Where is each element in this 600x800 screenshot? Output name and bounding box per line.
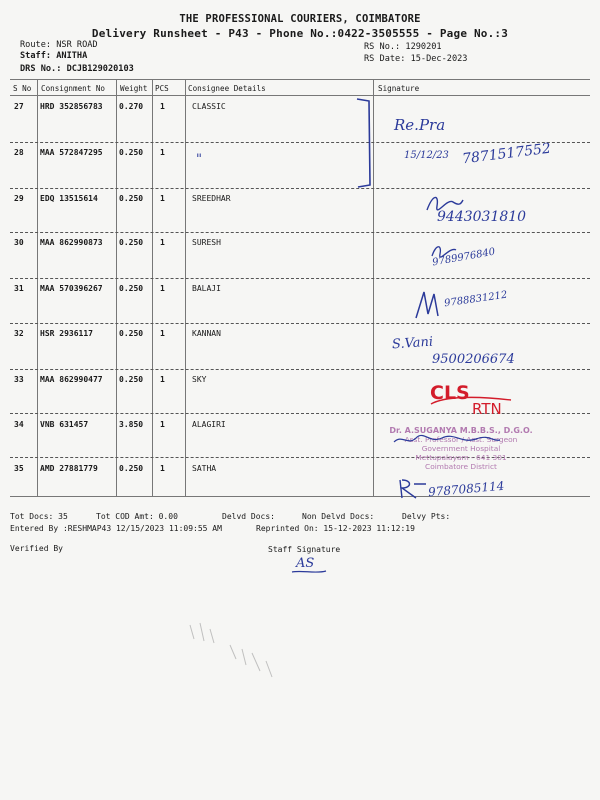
- row-pcs: 1: [160, 284, 165, 293]
- verified-by: Verified By: [10, 544, 63, 553]
- row-divider: [10, 142, 590, 143]
- row-weight: 0.250: [119, 329, 144, 338]
- signature-scribble: [396, 476, 430, 502]
- row-pcs: 1: [160, 375, 165, 384]
- row-weight: 0.250: [119, 284, 144, 293]
- row-weight: 0.250: [119, 464, 144, 473]
- delivered-docs: Delvd Docs:: [222, 512, 275, 521]
- col-header-consignment: Consignment No: [41, 84, 106, 93]
- row-consignment: MAA 862990873: [40, 238, 103, 247]
- row-consignee: KANNAN: [192, 329, 221, 338]
- signature-scribble: [392, 432, 502, 448]
- row-divider: [10, 323, 590, 324]
- handwritten-phone: 9500206674: [432, 352, 515, 367]
- staff-initials: AS: [296, 556, 315, 571]
- handwritten-phone: 9443031810: [437, 209, 527, 225]
- handwritten-date: 15/12/23: [404, 150, 449, 161]
- row-consignee: SURESH: [192, 238, 221, 247]
- table-bottom-rule: [10, 496, 590, 497]
- stamp-line: Government Hospital: [421, 444, 501, 453]
- stamp-line: Asst. Professor / Asst. Surgeon: [404, 435, 518, 444]
- row-weight: 0.270: [119, 102, 144, 111]
- handwritten-name: S.Vani: [391, 334, 434, 353]
- row-consignee: SKY: [192, 375, 207, 384]
- row-weight: 3.850: [119, 420, 144, 429]
- row-pcs: 1: [160, 464, 165, 473]
- route-label: Route: NSR ROAD: [20, 40, 98, 50]
- handwritten-signature: Re.Pra: [394, 116, 446, 134]
- row-divider: [10, 278, 590, 279]
- staff-signature-label: Staff Signature: [268, 545, 341, 554]
- row-pcs: 1: [160, 194, 165, 203]
- runsheet-subtitle: Delivery Runsheet - P43 - Phone No.:0422-3505555 - Page No.:3: [91, 27, 509, 40]
- row-sno: 34: [14, 420, 24, 429]
- col-header-weight: Weight: [120, 84, 148, 93]
- table-top-rule: [10, 79, 590, 80]
- row-pcs: 1: [160, 102, 165, 111]
- row-consignee: ALAGIRI: [192, 420, 226, 429]
- handwritten-phone: 9789976840: [431, 246, 497, 269]
- staff-label: Staff: ANITHA: [20, 51, 88, 61]
- row-weight: 0.250: [119, 194, 144, 203]
- row-consignment: HSR 2936117: [40, 329, 93, 338]
- row-weight: 0.250: [119, 375, 144, 384]
- table-header-rule: [10, 95, 590, 96]
- row-weight: 0.250: [119, 238, 144, 247]
- row-consignment: EDQ 13515614: [40, 194, 98, 203]
- row-divider: [10, 232, 590, 233]
- col-header-signature: Signature: [378, 84, 420, 93]
- row-consignee: CLASSIC: [192, 102, 226, 111]
- signature-scribble: [412, 288, 446, 324]
- handwritten-phone: 7871517552: [461, 140, 552, 168]
- row-divider: [10, 369, 590, 370]
- row-weight: 0.250: [119, 148, 144, 157]
- delivery-points: Delvy Pts:: [402, 512, 451, 521]
- col-header-pcs: PCS: [155, 84, 169, 93]
- faint-bleedthrough-marks: [180, 615, 290, 695]
- row-pcs: 1: [160, 238, 165, 247]
- ditto-mark: ": [196, 152, 202, 167]
- row-consignment: HRD 352856783: [40, 102, 103, 111]
- drs-number: DRS No.: DCJB129020103: [20, 64, 134, 74]
- cls-mark: CLS: [430, 382, 470, 404]
- entered-by: Entered By :RESHMAP43 12/15/2023 11:09:55 AM: [10, 524, 222, 533]
- company-title: THE PROFESSIONAL COURIERS, COIMBATORE: [179, 13, 421, 25]
- row-sno: 33: [14, 375, 24, 384]
- ink-bracket-mark: [355, 95, 375, 195]
- col-header-consignee: Consignee Details: [188, 84, 266, 93]
- total-cod: Tot COD Amt: 0.00: [96, 512, 178, 521]
- row-consignment: MAA 862990477: [40, 375, 103, 384]
- row-sno: 28: [14, 148, 24, 157]
- stamp-line: Dr. A.SUGANYA M.B.B.S., D.G.O.: [389, 426, 533, 435]
- row-divider: [10, 188, 590, 189]
- row-pcs: 1: [160, 329, 165, 338]
- total-docs: Tot Docs: 35: [10, 512, 68, 521]
- handwritten-phone: 9788831212: [443, 289, 509, 310]
- reprinted-on: Reprinted On: 15-12-2023 11:12:19: [256, 524, 415, 533]
- row-consignment: MAA 572847295: [40, 148, 103, 157]
- underline-mark: [290, 568, 330, 576]
- rtn-mark: RTN: [472, 400, 502, 418]
- row-consignee: SREEDHAR: [192, 194, 231, 203]
- row-sno: 32: [14, 329, 24, 338]
- rs-date: RS Date: 15-Dec-2023: [364, 54, 468, 64]
- row-pcs: 1: [160, 420, 165, 429]
- row-consignment: VNB 631457: [40, 420, 89, 429]
- rs-number: RS No.: 1290201: [364, 42, 442, 52]
- row-pcs: 1: [160, 148, 165, 157]
- row-consignment: AMD 27881779: [40, 464, 98, 473]
- row-consignee: BALAJI: [192, 284, 221, 293]
- row-consignment: MAA 570396267: [40, 284, 103, 293]
- col-header-sno: S No: [13, 84, 32, 93]
- stamp-line: Coimbatore District: [425, 462, 497, 471]
- row-consignee: SATHA: [192, 464, 217, 473]
- row-sno: 31: [14, 284, 24, 293]
- non-delivered-docs: Non Delvd Docs:: [302, 512, 375, 521]
- stamp-line: Mettupalayam - 641 301: [415, 453, 507, 462]
- row-sno: 35: [14, 464, 24, 473]
- row-sno: 29: [14, 194, 24, 203]
- handwritten-phone: 9787085114: [427, 478, 505, 500]
- row-sno: 30: [14, 238, 24, 247]
- row-sno: 27: [14, 102, 24, 111]
